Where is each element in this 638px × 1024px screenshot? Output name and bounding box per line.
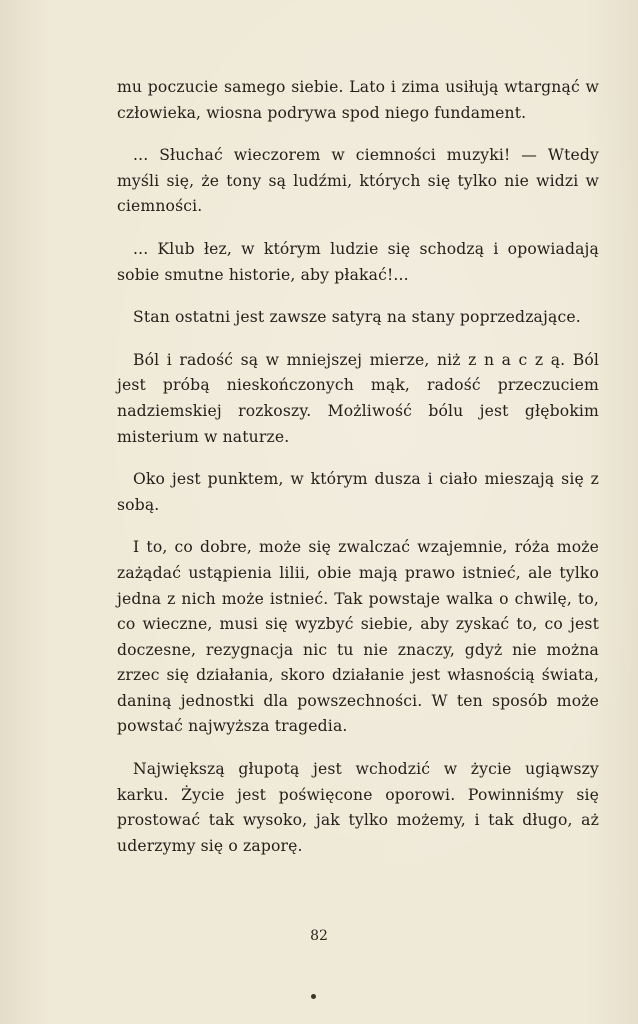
paragraph-7: I to, co dobre, może się zwalczać wzajemnie, róża może zażądać ustąpienia lilii, obie mają prawo istnieć, ale tylko jedna z nich może istnieć. Tak powstaje walka o chwilę, to, co wieczne, musi się wyzbyć siebie, aby zyskać to, co jest doczesne, rezygnacja nic tu nie znaczy, gdyż nie można zrzec się działania, skoro działanie jest własnością świata, daniną jednostki dla powszechności. W ten sposób może powstać najwyższa tragedia. — [117, 538, 599, 736]
paragraph-2: ... Słuchać wieczorem w ciemności muzyki! — Wtedy myśli się, że tony są ludźmi, których się tylko nie widzi w ciemności. — [117, 146, 599, 216]
paragraph-8: Największą głupotą jest wchodzić w życie ugiąwszy karku. Życie jest poświęcone oporowi. Powinniśmy się prostować tak wysoko, jak tylko możemy, i tak długo, aż uderzymy się o zaporę. — [117, 760, 599, 855]
page-number: 82 — [310, 928, 328, 944]
paragraph-4: Stan ostatni jest zawsze satyrą na stany poprzedzające. — [133, 308, 581, 327]
page-mark-dot — [311, 994, 316, 999]
paragraph-3: ... Klub łez, w którym ludzie się schodzą i opowiadają sobie smutne historie, aby płakać!... — [117, 239, 599, 284]
paragraph-1: mu poczucie samego siebie. Lato i zima usiłują wtargnąć w człowieka, wiosna podrywa spod niego fundament. — [117, 78, 599, 122]
paragraph-5: Ból i radość są w mniejszej mierze, niż z n a c z ą. Ból jest próbą nieskończonych mąk, radość przeczuciem nadziemskiej rozkoszy. Możliwość bólu jest głębokim misterium w naturze. — [117, 350, 599, 446]
body-text — [117, 75, 599, 876]
paragraph-6: Oko jest punktem, w którym dusza i ciało mieszają się z sobą. — [117, 470, 599, 514]
